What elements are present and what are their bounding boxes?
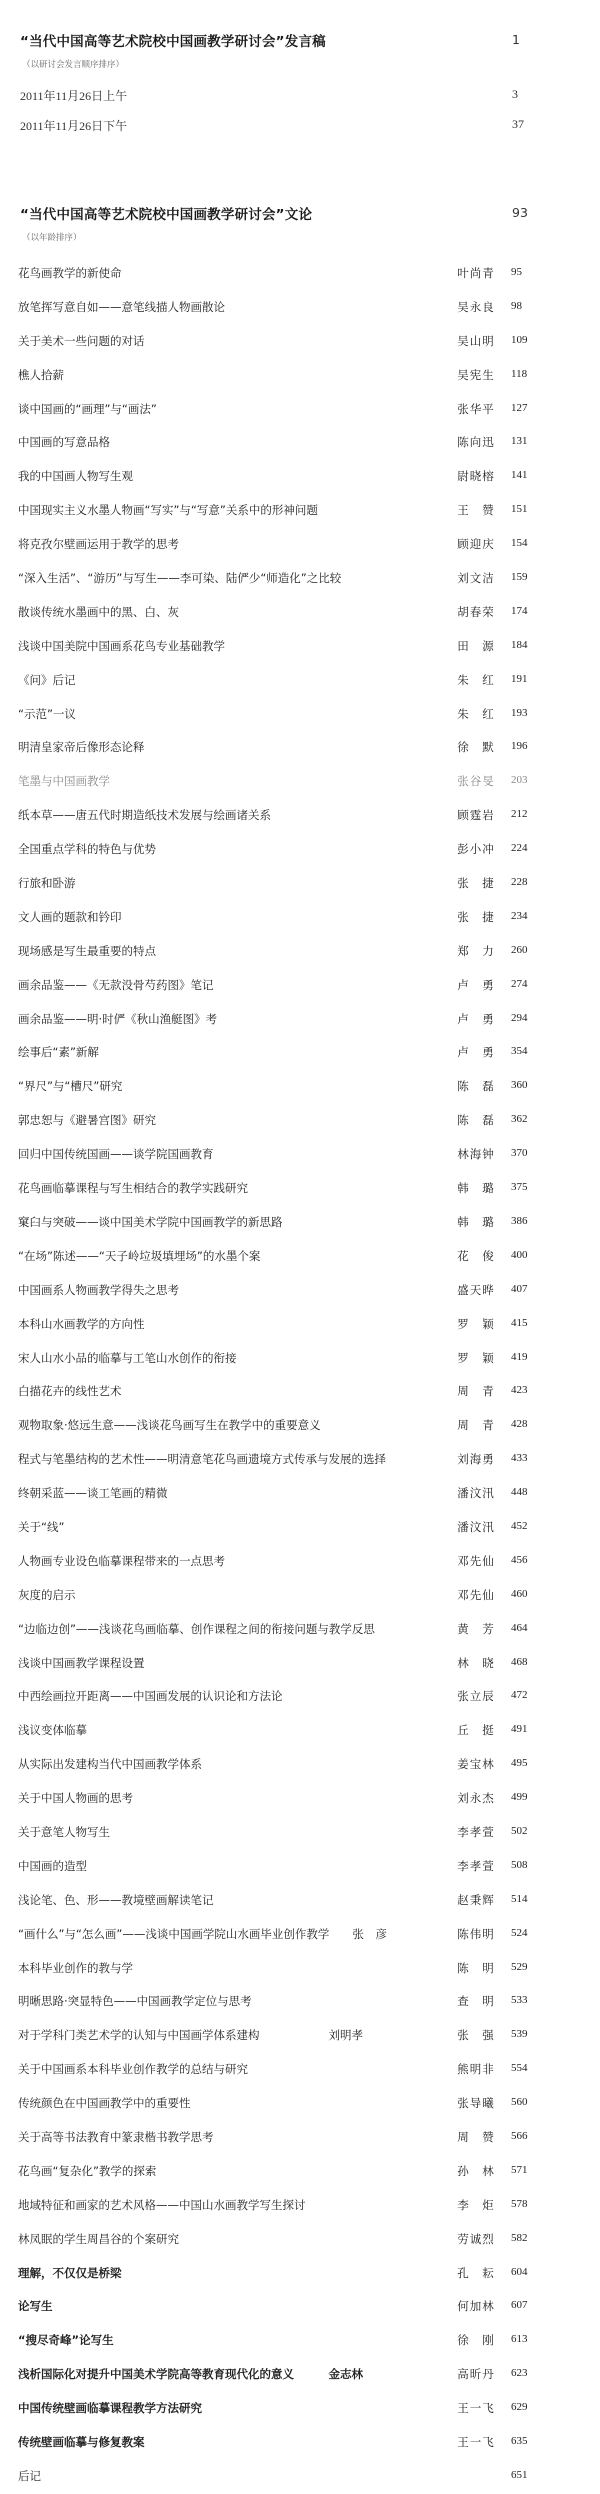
entry-page-number: 554: [511, 2062, 528, 2075]
entry-author: 张 捷: [457, 876, 495, 891]
entry-page-number: 623: [511, 2367, 528, 2380]
toc-entry: [18, 528, 578, 562]
entry-page-number: 159: [511, 571, 528, 584]
entry-title: 花鸟画教学的新使命: [18, 266, 122, 280]
entry-author: 卢 勇: [457, 1045, 495, 1060]
toc-entry: [18, 2392, 578, 2426]
toc-entry: [18, 1511, 578, 1545]
entry-title: 中国画的造型: [18, 1858, 87, 1873]
toc-entry: [18, 1240, 578, 1274]
entry-page-number: 508: [511, 1858, 528, 1871]
entry-page-number: 131: [511, 435, 528, 448]
toc-entry: [18, 1816, 578, 1850]
entry-author: 王 赞: [457, 503, 495, 518]
entry-title: 本科毕业创作的教与学: [18, 1960, 133, 1975]
entry-author: 姜宝林: [457, 1757, 495, 1772]
entry-author: 潘汶汛: [457, 1519, 495, 1534]
entry-page-number: 571: [511, 2163, 528, 2176]
entry-title: “界尺”与“槽尺”研究: [18, 1079, 123, 1094]
entry-author: 孙 林: [457, 2163, 495, 2178]
entry-author: 周 青: [457, 1418, 495, 1433]
entry-page-number: 174: [511, 604, 528, 617]
entry-title: 郭忠恕与《避暑宫图》研究: [18, 1113, 156, 1128]
toc-entry: [18, 799, 578, 833]
entry-page-number: 629: [511, 2401, 528, 2414]
entry-page-number: 578: [511, 2197, 528, 2210]
toc-entry: [18, 664, 578, 698]
entry-page-number: 607: [511, 2299, 528, 2312]
entry-page-number: 203: [511, 774, 528, 787]
entry-title: 放笔挥写意自如——意笔线描人物画散论: [18, 299, 225, 314]
toc-entry: [18, 867, 578, 901]
session-date-morning: 2011年11月26日上午: [20, 89, 128, 103]
toc-entry: [18, 1545, 578, 1579]
entry-title: 论写生: [18, 2299, 53, 2314]
toc-entry: [18, 1036, 578, 1070]
table-of-contents: [18, 257, 578, 2494]
entry-page-number: 502: [511, 1824, 528, 1837]
entry-author: 林海钟: [457, 1147, 495, 1162]
toc-entry: [18, 1308, 578, 1342]
entry-author: 孔 耘: [457, 2265, 495, 2280]
entry-title: 地域特征和画家的艺术风格——中国山水画教学写生探讨: [18, 2197, 306, 2212]
toc-entry: [18, 1579, 578, 1613]
entry-author: 郑 力: [457, 943, 495, 958]
entry-author: 张导曦: [457, 2096, 495, 2111]
entry-author: 吴宪生: [457, 367, 495, 382]
entry-author: 韩 璐: [457, 1181, 495, 1196]
entry-title: “示范”一议: [18, 706, 76, 721]
toc-entry: [18, 1477, 578, 1511]
entry-page-number: 468: [511, 1655, 528, 1668]
entry-author: 张 强: [457, 2028, 495, 2043]
entry-author: 朱 红: [457, 672, 495, 687]
toc-entry: [18, 1884, 578, 1918]
entry-author: 田 源: [457, 638, 495, 653]
entry-page-number: 360: [511, 1079, 528, 1092]
entry-author: 邓先仙: [457, 1553, 495, 1568]
entry-page-number: 228: [511, 876, 528, 889]
entry-title: 白描花卉的线性艺术: [18, 1384, 122, 1399]
entry-title: 文人画的题款和钤印: [18, 909, 122, 924]
entry-author: 劳诚烈: [457, 2231, 495, 2246]
section-page-number: 1: [512, 32, 520, 47]
entry-title: 理解，不仅仅是桥梁: [18, 2265, 122, 2280]
entry-title: 中国画系人物画教学得失之思考: [18, 1282, 179, 1297]
entry-author: 高昕丹: [457, 2367, 495, 2382]
section-title: “当代中国高等艺术院校中国画教学研讨会”发言稿: [20, 34, 326, 50]
toc-entry: [18, 1104, 578, 1138]
toc-entry: [18, 698, 578, 732]
entry-title: 本科山水画教学的方向性: [18, 1316, 145, 1331]
entry-title: 《问》后记: [18, 672, 76, 687]
entry-title: 花鸟画临摹课程与写生相结合的教学实践研究: [18, 1181, 248, 1196]
entry-author: 盛天晔: [457, 1282, 495, 1297]
entry-title: 关于“线”: [18, 1519, 65, 1534]
toc-entry: [18, 562, 578, 596]
entry-title: 从实际出发建构当代中国画教学体系: [18, 1757, 202, 1772]
entry-title: 现场感是写生最重要的特点: [18, 943, 156, 958]
entry-author: 刘永杰: [457, 1791, 495, 1806]
toc-entry: [18, 2290, 578, 2324]
toc-entry: [18, 1443, 578, 1477]
toc-entry: [18, 1647, 578, 1681]
toc-entry: [18, 2121, 578, 2155]
toc-entry: [18, 1375, 578, 1409]
entry-page-number: 196: [511, 740, 528, 753]
entry-page-number: 141: [511, 469, 528, 482]
section-title: “当代中国高等艺术院校中国画教学研讨会”文论: [20, 207, 313, 223]
toc-entry: [18, 1680, 578, 1714]
entry-page-number: 294: [511, 1011, 528, 1024]
entry-page-number: 212: [511, 808, 528, 821]
toc-entry: [18, 1850, 578, 1884]
toc-entry: [18, 1070, 578, 1104]
entry-page-number: 109: [511, 333, 528, 346]
entry-author: 李孝萱: [457, 1858, 495, 1873]
entry-author: 胡春荣: [457, 604, 495, 619]
entry-author: 吴永良: [457, 299, 495, 314]
entry-title: 林凤眠的学生周昌谷的个案研究: [18, 2231, 179, 2246]
entry-author: 罗 颖: [457, 1316, 495, 1331]
entry-author: 叶尚青: [457, 266, 495, 280]
toc-entry: [18, 2189, 578, 2223]
section-page-number: 93: [512, 205, 528, 220]
entry-page-number: 529: [511, 1960, 528, 1973]
entry-page-number: 514: [511, 1892, 528, 1905]
entry-title: 笔墨与中国画教学: [18, 774, 110, 789]
entry-page-number: 613: [511, 2333, 528, 2346]
entry-page-number: 184: [511, 638, 528, 651]
entry-page-number: 95: [511, 266, 522, 278]
toc-entry: [18, 2053, 578, 2087]
toc-entry: [18, 1409, 578, 1443]
entry-title: 浅议变体临摹: [18, 1723, 87, 1738]
entry-author: 徐 默: [457, 740, 495, 755]
toc-entry: [18, 257, 578, 291]
entry-author: 刘文洁: [457, 571, 495, 586]
session-page-morning: 3: [512, 87, 518, 101]
toc-entry: [18, 765, 578, 799]
toc-entry: [18, 969, 578, 1003]
entry-author: 赵秉辉: [457, 1892, 495, 1907]
toc-entry: [18, 1206, 578, 1240]
entry-title: 终朝采蓝——谈工笔画的精微: [18, 1486, 168, 1501]
toc-entry: [18, 2155, 578, 2189]
entry-title: “深入生活”、“游历”与写生——李可染、陆俨少“师造化”之比较: [18, 571, 342, 586]
toc-entry: [18, 2087, 578, 2121]
entry-author: 张 捷: [457, 909, 495, 924]
entry-page-number: 635: [511, 2435, 528, 2447]
entry-page-number: 472: [511, 1689, 528, 1702]
entry-page-number: 375: [511, 1181, 528, 1194]
session-page-afternoon: 37: [512, 117, 524, 131]
entry-title: 关于高等书法教育中篆隶楷书教学思考: [18, 2129, 214, 2144]
entry-author: 周 赞: [457, 2129, 495, 2144]
entry-page-number: 98: [511, 299, 522, 312]
entry-author: 王一飞: [457, 2401, 495, 2416]
entry-author: 朱 红: [457, 706, 495, 721]
entry-page-number: 191: [511, 672, 528, 685]
entry-page-number: 456: [511, 1553, 528, 1566]
entry-author: 卢 勇: [457, 977, 495, 992]
entry-author: 黄 芳: [457, 1621, 495, 1636]
entry-title: 画余品鉴——《无款没骨芍药图》笔记: [18, 977, 214, 992]
entry-author: 彭小冲: [457, 842, 495, 857]
toc-entry: [18, 1003, 578, 1037]
entry-page-number: 151: [511, 503, 528, 516]
toc-entry: [18, 1274, 578, 1308]
entry-author: 张谷旻: [457, 774, 495, 789]
entry-page-number: 582: [511, 2231, 528, 2244]
entry-author: 林 晓: [457, 1655, 495, 1670]
entry-title: 浅论笔、色、形——教境壁画解读笔记: [18, 1892, 214, 1907]
entry-page-number: 386: [511, 1214, 528, 1227]
entry-page-number: 118: [511, 367, 528, 380]
entry-title: 对于学科门类艺术学的认知与中国画学体系建构 刘明孝: [18, 2028, 363, 2043]
entry-author: 王一飞: [457, 2435, 495, 2449]
entry-title: 我的中国画人物写生观: [18, 469, 133, 484]
entry-author: 吴山明: [457, 333, 495, 348]
entry-page-number: 428: [511, 1418, 528, 1431]
entry-page-number: 566: [511, 2129, 528, 2142]
entry-title: 浅析国际化对提升中国美术学院高等教育现代化的意义 金志林: [18, 2367, 363, 2382]
toc-entry: [18, 359, 578, 393]
toc-entry: [18, 1748, 578, 1782]
entry-title: 观物取象·悠远生意——浅谈花鸟画写生在教学中的重要意义: [18, 1418, 321, 1433]
entry-page-number: 491: [511, 1723, 528, 1736]
entry-title: 画余品鉴——明·时俨《秋山渔艇图》考: [18, 1011, 218, 1026]
entry-author: 查 明: [457, 1994, 495, 2009]
entry-title: 将克孜尔壁画运用于教学的思考: [18, 537, 179, 552]
entry-author: 李 炬: [457, 2197, 495, 2212]
entry-title: “搜尽奇峰”论写生: [18, 2333, 114, 2348]
entry-author: 丘 挺: [457, 1723, 495, 1738]
entry-page-number: 224: [511, 842, 528, 855]
entry-page-number: 419: [511, 1350, 528, 1363]
entry-title: “在场”陈述——“天子岭垃圾填埋场”的水墨个案: [18, 1248, 261, 1263]
entry-title: “画什么”与“怎么画”——浅谈中国画学院山水画毕业创作教学 张 彦: [18, 1926, 387, 1941]
entry-author: 潘汶汛: [457, 1486, 495, 1501]
toc-entry: [18, 935, 578, 969]
entry-author: 徐 刚: [457, 2333, 495, 2348]
toc-entry: [18, 1138, 578, 1172]
toc-entry: [18, 1985, 578, 2019]
entry-author: 陈伟明: [457, 1926, 495, 1941]
entry-author: 何加林: [457, 2299, 495, 2314]
entry-page-number: 415: [511, 1316, 528, 1329]
entry-title: 纸本草——唐五代时期造纸技术发展与绘画诸关系: [18, 808, 271, 823]
entry-author: 尉晓榕: [457, 469, 495, 484]
toc-entry: [18, 1613, 578, 1647]
entry-page-number: 127: [511, 401, 528, 414]
section-note: （以研讨会发言顺序排序）: [22, 60, 125, 70]
entry-page-number: 433: [511, 1452, 528, 1465]
toc-entry: [18, 426, 578, 460]
entry-page-number: 423: [511, 1384, 528, 1397]
entry-title: 关于中国人物画的思考: [18, 1791, 133, 1806]
entry-page-number: 464: [511, 1621, 528, 1634]
entry-author: 罗 颖: [457, 1350, 495, 1365]
session-date-afternoon: 2011年11月26日下午: [20, 119, 128, 133]
entry-title: 花鸟画“复杂化”教学的探索: [18, 2163, 157, 2178]
toc-entry: [18, 1342, 578, 1376]
entry-author: 卢 勇: [457, 1011, 495, 1026]
toc-entry: [18, 393, 578, 427]
toc-entry: [18, 2019, 578, 2053]
toc-entry: [18, 2223, 578, 2257]
entry-page-number: 193: [511, 706, 528, 719]
section-note: （以年龄排序）: [22, 233, 82, 243]
toc-entry: [18, 325, 578, 359]
entry-title: 回归中国传统国画——谈学院国画教育: [18, 1147, 214, 1162]
entry-title: 散谈传统水墨画中的黑、白、灰: [18, 604, 179, 619]
entry-page-number: 407: [511, 1282, 528, 1295]
entry-author: 顾霆岩: [457, 808, 495, 823]
toc-entry: [18, 1782, 578, 1816]
toc-entry: [18, 596, 578, 630]
entry-page-number: 234: [511, 909, 528, 922]
entry-author: 花 俊: [457, 1248, 495, 1263]
entry-page-number: 400: [511, 1248, 528, 1261]
entry-author: 刘海勇: [457, 1452, 495, 1467]
entry-author: 熊明非: [457, 2062, 495, 2077]
entry-page-number: 448: [511, 1486, 528, 1499]
entry-title: 中西绘画拉开距离——中国画发展的认识论和方法论: [18, 1689, 283, 1704]
entry-author: 陈 明: [457, 1960, 495, 1975]
entry-title: 中国现实主义水墨人物画“写实”与“写意”关系中的形神问题: [18, 503, 318, 518]
entry-title: 行旅和卧游: [18, 876, 76, 891]
entry-title: 明晰思路·突显特色——中国画教学定位与思考: [18, 1994, 252, 2009]
entry-page-number: 354: [511, 1045, 528, 1058]
entry-page-number: 452: [511, 1519, 528, 1532]
toc-entry: [18, 2460, 578, 2494]
entry-author: 周 青: [457, 1384, 495, 1399]
entry-title: 传统壁画临摹与修复教案: [18, 2435, 145, 2449]
entry-title: 樵人拾薪: [18, 367, 64, 382]
entry-page-number: 604: [511, 2265, 528, 2278]
toc-entry: [18, 1172, 578, 1206]
entry-page-number: 524: [511, 1926, 528, 1939]
entry-page-number: 260: [511, 943, 528, 956]
entry-page-number: 539: [511, 2028, 528, 2041]
toc-entry: [18, 833, 578, 867]
entry-author: 张立辰: [457, 1689, 495, 1704]
entry-title: 人物画专业设色临摹课程带来的一点思考: [18, 1553, 225, 1568]
entry-author: 韩 璐: [457, 1214, 495, 1229]
toc-entry: [18, 2426, 578, 2460]
entry-title: 传统颜色在中国画教学中的重要性: [18, 2096, 191, 2111]
entry-title: 明清皇家帝后像形态论释: [18, 740, 145, 755]
entry-author: 陈向迅: [457, 435, 495, 450]
entry-page-number: 460: [511, 1587, 528, 1600]
entry-title: 窠臼与突破——谈中国美术学院中国画教学的新思路: [18, 1214, 283, 1229]
entry-title: 绘事后“素”新解: [18, 1045, 99, 1060]
entry-title: 关于中国画系本科毕业创作教学的总结与研究: [18, 2062, 248, 2077]
entry-title: 中国画的写意品格: [18, 435, 110, 450]
entry-author: 陈 磊: [457, 1079, 495, 1094]
entry-author: 顾迎庆: [457, 537, 495, 552]
entry-title: 中国传统壁画临摹课程教学方法研究: [18, 2401, 202, 2416]
entry-title: “边临边创”——浅谈花鸟画临摹、创作课程之间的衔接问题与教学反思: [18, 1621, 375, 1636]
entry-title: 程式与笔墨结构的艺术性——明清意笔花鸟画遗境方式传承与发展的选择: [18, 1452, 386, 1467]
toc-entry: [18, 1918, 578, 1952]
entry-author: 邓先仙: [457, 1587, 495, 1602]
toc-entry: [18, 1952, 578, 1986]
entry-page-number: 370: [511, 1147, 528, 1160]
entry-title: 浅谈中国画教学课程设置: [18, 1655, 145, 1670]
entry-page-number: 533: [511, 1994, 528, 2007]
entry-title: 灰度的启示: [18, 1587, 76, 1602]
toc-entry: [18, 460, 578, 494]
toc-entry: [18, 731, 578, 765]
toc-entry: [18, 630, 578, 664]
entry-author: 陈 磊: [457, 1113, 495, 1128]
entry-page-number: 651: [511, 2468, 528, 2481]
entry-page-number: 154: [511, 537, 528, 550]
toc-entry: [18, 2358, 578, 2392]
entry-title: 谈中国画的“画理”与“画法”: [18, 401, 157, 416]
entry-page-number: 560: [511, 2096, 528, 2109]
toc-entry: [18, 1714, 578, 1748]
entry-page-number: 495: [511, 1757, 528, 1770]
entry-title: 宋人山水小品的临摹与工笔山水创作的衔接: [18, 1350, 237, 1365]
toc-entry: [18, 2257, 578, 2291]
entry-page-number: 499: [511, 1791, 528, 1804]
entry-author: 张华平: [457, 401, 495, 416]
entry-page-number: 362: [511, 1113, 528, 1126]
toc-entry: [18, 2324, 578, 2358]
entry-page-number: 274: [511, 977, 528, 990]
toc-entry: [18, 494, 578, 528]
toc-entry: [18, 901, 578, 935]
entry-title: 后记: [18, 2468, 41, 2483]
entry-author: 李孝萱: [457, 1824, 495, 1839]
toc-entry: [18, 291, 578, 325]
entry-title: 关于意笔人物写生: [18, 1824, 110, 1839]
entry-title: 全国重点学科的特色与优势: [18, 842, 156, 857]
entry-title: 关于美术一些问题的对话: [18, 333, 145, 348]
entry-title: 浅谈中国美院中国画系花鸟专业基础教学: [18, 638, 225, 653]
